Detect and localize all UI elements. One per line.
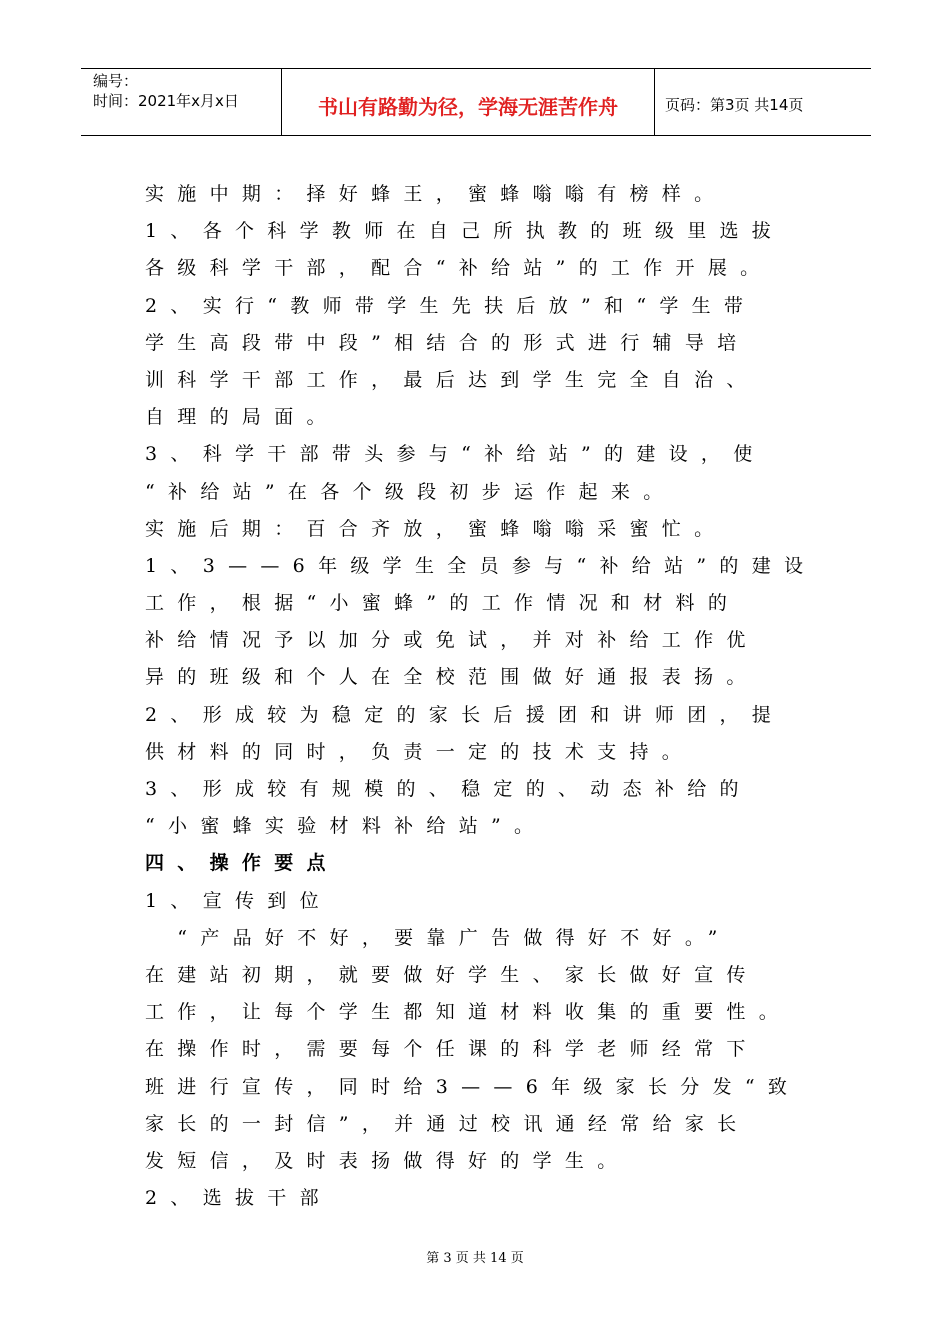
header-left-cell <box>81 69 282 135</box>
body-line: 异的班级和个人在全校范围做好通报表扬。 <box>145 666 759 689</box>
body-line: “产品好不好，要靠广告做得好不好。” <box>145 926 731 949</box>
body-line: 3、科学干部带头参与“补给站”的建设，使 <box>145 443 766 466</box>
body-line: 1、3——6年级学生全员参与“补给站”的建设 <box>145 554 817 577</box>
body-line: 各级科学干部，配合“补给站”的工作开展。 <box>145 257 773 280</box>
body-line: “小蜜蜂实验材料补给站”。 <box>145 815 547 838</box>
body-line: “补给站”在各个级段初步运作起来。 <box>145 480 676 503</box>
body-line: 学生高段带中段”相结合的形式进行辅导培 <box>145 331 750 354</box>
body-line: 工作，让每个学生都知道材料收集的重要性。 <box>145 1001 792 1024</box>
body-line: 2、选拔干部 <box>145 1187 332 1210</box>
body-line: 在建站初期，就要做好学生、家长做好宣传 <box>145 963 759 986</box>
body-line: 发短信，及时表扬做得好的学生。 <box>145 1149 630 1172</box>
body-line: 工作，根据“小蜜蜂”的工作情况和材料的 <box>145 592 741 615</box>
document-body <box>145 176 825 1217</box>
body-line: 1、宣传到位 <box>145 889 332 912</box>
body-line: 1、各个科学教师在自己所执教的班级里选拔 <box>145 220 785 243</box>
body-line: 供材料的同时，负责一定的技术支持。 <box>145 740 695 763</box>
header-right-cell <box>655 69 871 135</box>
page-header <box>81 68 871 136</box>
body-line: 3、形成较有规模的、稳定的、动态补给的 <box>145 778 752 800</box>
body-line: 家长的一封信”，并通过校讯通经常给家长 <box>145 1112 750 1135</box>
body-line: 班进行宣传，同时给3——6年级家长分发“致 <box>145 1075 801 1098</box>
document-date-label: 时间：2021年x月x日 <box>93 92 239 110</box>
section-heading: 四、操作要点 <box>145 852 339 875</box>
body-line: 训科学干部工作，最后达到学生完全自治、 <box>145 368 759 391</box>
body-line: 自理的局面。 <box>145 406 339 429</box>
body-line: 2、实行“教师带学生先扶后放”和“学生带 <box>145 294 757 317</box>
body-line: 实施后期：百合齐放，蜜蜂嗡嗡采蜜忙。 <box>145 517 727 540</box>
header-motto: 书山有路勤为径，学海无涯苦作舟 <box>318 94 618 119</box>
page-footer: 第 3 页 共 14 页 <box>426 1251 524 1266</box>
body-line: 在操作时，需要每个任课的科学老师经常下 <box>145 1038 759 1061</box>
body-line: 实施中期：择好蜂王，蜜蜂嗡嗡有榜样。 <box>145 183 727 205</box>
body-line: 补给情况予以加分或免试，并对补给工作优 <box>145 629 759 652</box>
header-middle-cell <box>282 69 655 135</box>
body-line: 2、形成较为稳定的家长后援团和讲师团，提 <box>145 703 785 726</box>
document-number-label: 编号： <box>93 72 139 90</box>
header-page-info: 页码：第3页 共14页 <box>665 95 804 114</box>
